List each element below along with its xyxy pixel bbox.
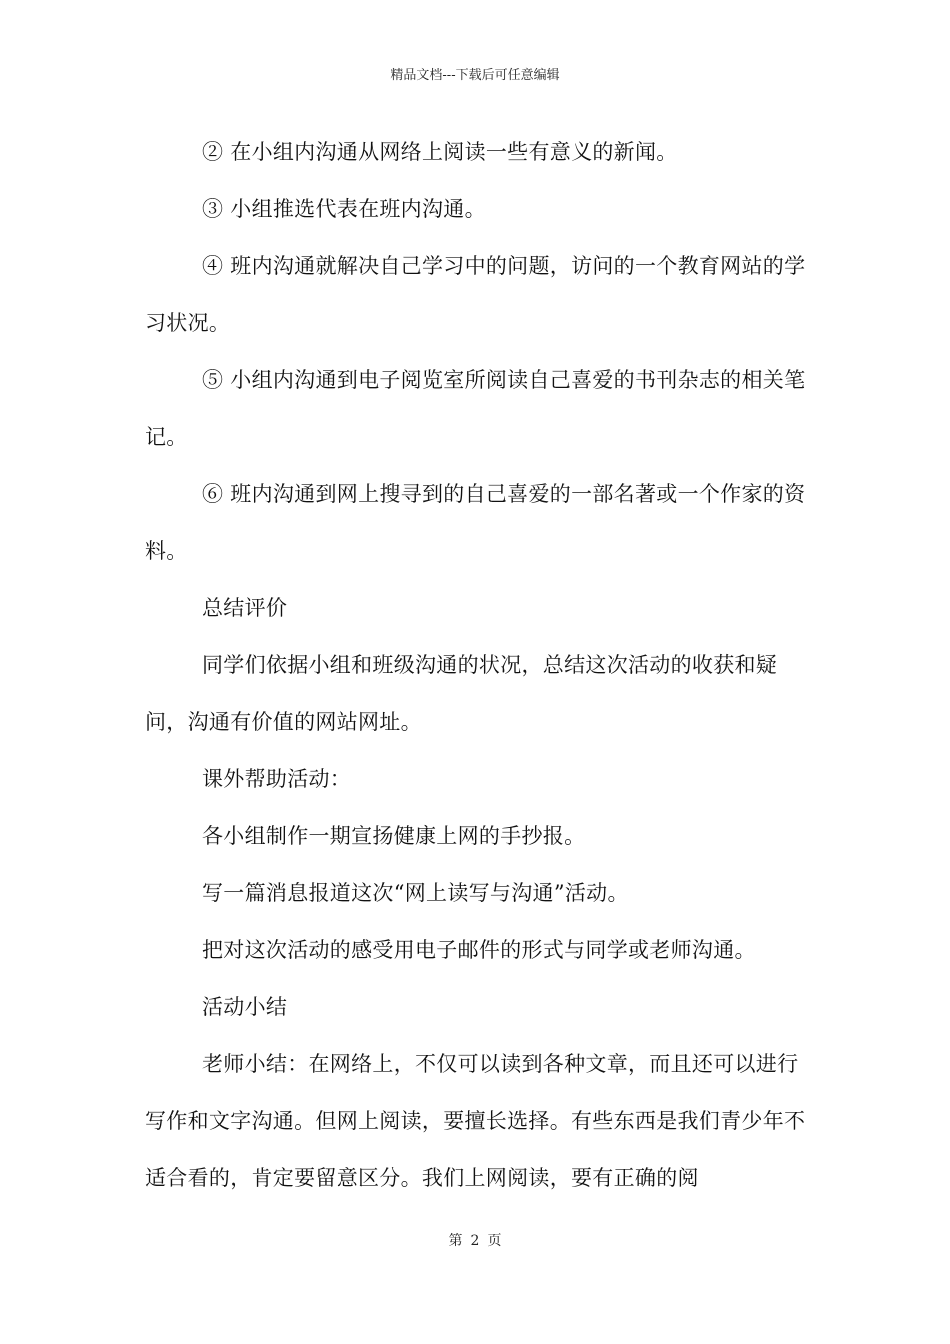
paragraph-teacher-summary: 老师小结：在网络上，不仅可以读到各种文章，而且还可以进行写作和文字沟通。但网上阅读，要擅长选择。有些东西是我们青少年不适合看的，肯定要留意区分。我们上网阅读，要有正确的阅 (145, 1052, 806, 1190)
paragraph-item-3: ③ 小组推选代表在班内沟通。 (202, 197, 486, 221)
paragraph-task-2: 写一篇消息报道这次“网上读写与沟通”活动。 (202, 881, 629, 905)
page-number: 2 (470, 1233, 480, 1249)
paragraph-item-4: ④ 班内沟通就解决自己学习中的问题，访问的一个教育网站的学习状况。 (145, 254, 806, 335)
paragraph-summary-body: 同学们依据小组和班级沟通的状况，总结这次活动的收获和疑问，沟通有价值的网站网址。 (145, 653, 778, 734)
paragraph-task-3: 把对这次活动的感受用电子邮件的形式与同学或老师沟通。 (202, 938, 756, 962)
paragraph-item-5: ⑤ 小组内沟通到电子阅览室所阅读自己喜爱的书刊杂志的相关笔记。 (145, 368, 806, 449)
footer-prefix: 第 (448, 1233, 463, 1249)
section-heading-extracurricular: 课外帮助活动： (202, 767, 352, 791)
page-footer (0, 1230, 950, 1250)
paragraph-item-6: ⑥ 班内沟通到网上搜寻到的自己喜爱的一部名著或一个作家的资料。 (145, 482, 806, 563)
paragraph-task-1: 各小组制作一期宣扬健康上网的手抄报。 (202, 824, 586, 848)
section-heading-conclusion: 活动小结 (202, 995, 288, 1019)
footer-suffix: 页 (487, 1233, 502, 1249)
paragraph-item-2: ② 在小组内沟通从网络上阅读一些有意义的新闻。 (202, 140, 678, 164)
page-header: 精品文档---下载后可任意编辑 (390, 68, 560, 83)
section-heading-summary: 总结评价 (202, 596, 288, 620)
